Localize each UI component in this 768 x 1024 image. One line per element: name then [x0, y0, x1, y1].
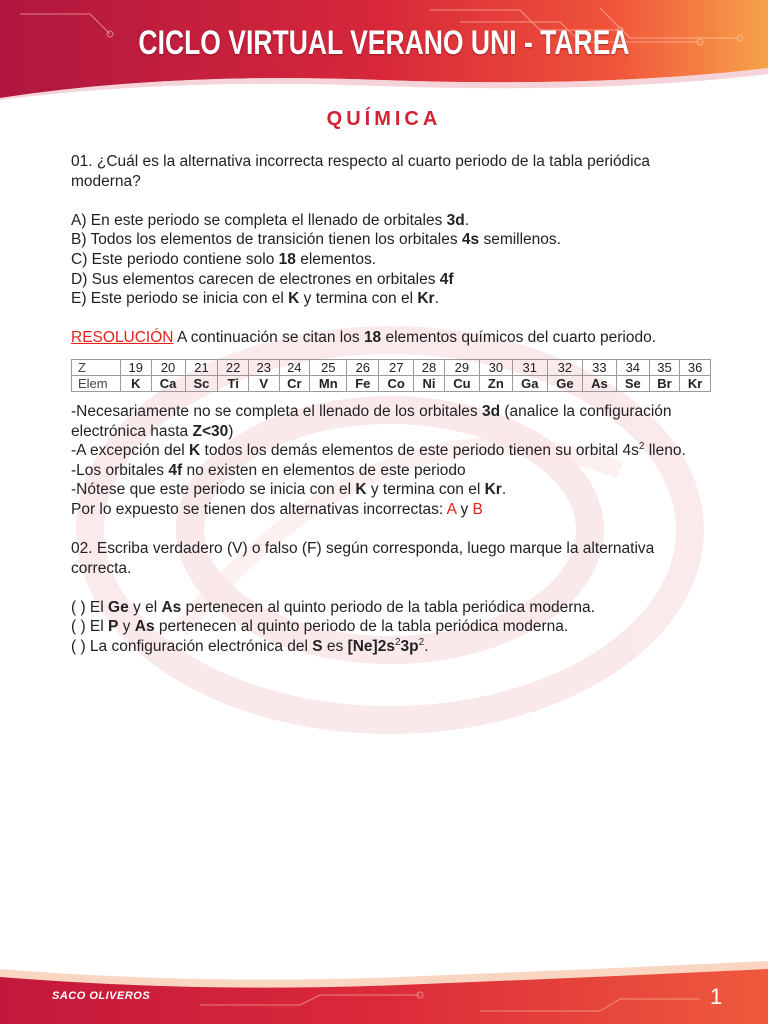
question-2-text: 02. Escriba verdadero (V) o falso (F) según corresponda, luego marque la alternativa correcta.	[71, 540, 655, 577]
table-cell: 29	[444, 359, 479, 375]
table-cell: V	[248, 375, 279, 391]
table-cell: Zn	[479, 375, 512, 391]
resolution-label: RESOLUCIÓN	[71, 329, 174, 347]
q1-option-a: A) En este periodo se completa el llenado de orbitales 3d.	[71, 211, 470, 229]
table-cell: 32	[547, 359, 582, 375]
table-cell: 24	[279, 359, 310, 375]
document-body	[71, 152, 711, 657]
table-cell: 34	[616, 359, 649, 375]
table-cell: Br	[649, 375, 680, 391]
table-cell: Mn	[310, 375, 347, 391]
table-cell: Sc	[185, 375, 218, 391]
table-cell: Ni	[414, 375, 445, 391]
footer-brand: SACO OLIVEROS	[52, 990, 151, 1002]
resolution-line-4: -Nótese que este periodo se inicia con el K y termina con el Kr.	[71, 481, 507, 499]
table-cell: As	[582, 375, 616, 391]
q1-option-c: C) Este periodo contiene solo 18 elementos.	[71, 250, 377, 268]
resolution-conclusion: Por lo expuesto se tienen dos alternativas incorrectas: A y B	[71, 500, 483, 518]
table-row-label: Z	[72, 359, 121, 375]
resolution-line-3: -Los orbitales 4f no existen en elementos de este periodo	[71, 461, 466, 479]
q1-option-e: E) Este periodo se inicia con el K y termina con el Kr.	[71, 290, 439, 308]
table-cell: 25	[310, 359, 347, 375]
table-cell: Fe	[347, 375, 379, 391]
elements-table	[71, 359, 711, 392]
table-cell: Co	[379, 375, 414, 391]
table-cell: 30	[479, 359, 512, 375]
q2-statement-1: ( ) El Ge y el As pertenecen al quinto periodo de la tabla periódica moderna.	[71, 598, 595, 616]
table-cell: 23	[248, 359, 279, 375]
table-cell: 22	[218, 359, 249, 375]
table-cell: Kr	[680, 375, 711, 391]
table-cell: Se	[616, 375, 649, 391]
resolution-line-1: -Necesariamente no se completa el llenado de los orbitales 3d (analice la configuración electrónica hasta Z<30)	[71, 402, 672, 440]
table-cell: 21	[185, 359, 218, 375]
table-row-label: Elem	[72, 375, 121, 391]
header-banner	[0, 0, 768, 100]
table-cell: 31	[512, 359, 547, 375]
table-cell: Cr	[279, 375, 310, 391]
q1-option-b: B) Todos los elementos de transición tienen los orbitales 4s semillenos.	[71, 231, 561, 249]
table-cell: 35	[649, 359, 680, 375]
table-cell: Ti	[218, 375, 249, 391]
q2-statement-3: ( ) La configuración electrónica del S es $[Ne]2s^23p^2$.	[71, 637, 429, 656]
table-row-elem	[72, 375, 711, 391]
table-cell: 27	[379, 359, 414, 375]
page-number: 1	[710, 984, 723, 1009]
table-cell: 33	[582, 359, 616, 375]
table-cell: 19	[121, 359, 152, 375]
header-title: CICLO VIRTUAL VERANO UNI - TAREA	[138, 24, 630, 62]
table-cell: Cu	[444, 375, 479, 391]
table-row-z	[72, 359, 711, 375]
q1-option-d: D) Sus elementos carecen de electrones en orbitales 4f	[71, 270, 454, 288]
table-cell: 36	[680, 359, 711, 375]
resolution-line-2: -A excepción del K todos los demás elementos de este periodo tienen su orbital $4s^2$ lleno.	[71, 441, 686, 460]
question-1-text: 01. ¿Cuál es la alternativa incorrecta respecto al cuarto periodo de la tabla periódica moderna?	[71, 153, 650, 190]
table-cell: 20	[151, 359, 185, 375]
table-cell: 28	[414, 359, 445, 375]
table-cell: Ge	[547, 375, 582, 391]
q2-statement-2: ( ) El P y As pertenecen al quinto periodo de la tabla periódica moderna.	[71, 618, 569, 636]
table-cell: Ga	[512, 375, 547, 391]
resolution-intro: RESOLUCIÓN A continuación se citan los 18 elementos químicos del cuarto periodo.	[71, 329, 657, 347]
table-cell: Ca	[151, 375, 185, 391]
table-cell: K	[121, 375, 152, 391]
subject-title: QUÍMICA	[326, 108, 442, 130]
table-cell: 26	[347, 359, 379, 375]
